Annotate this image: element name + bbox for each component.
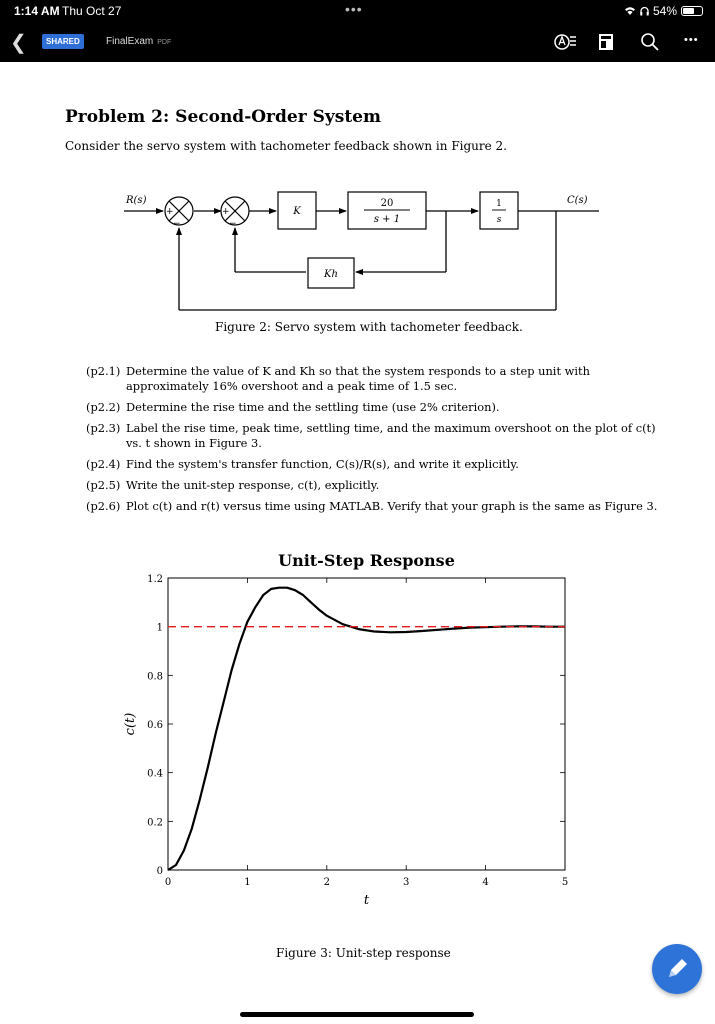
file-ext: PDF (157, 39, 172, 46)
integrator-denominator: s (496, 215, 502, 225)
plant-denominator: s + 1 (373, 214, 401, 225)
question-number: (p2.3) (86, 421, 121, 435)
step-response-chart (110, 542, 590, 927)
file-name-text: FinalExam (106, 36, 154, 47)
feedback-label: Kh (324, 269, 338, 280)
status-date: Thu Oct 27 (62, 4, 122, 18)
plot-area (168, 578, 565, 870)
app-toolbar (0, 22, 715, 62)
question-text: Determine the value of K and Kh so that the system responds to a step unit with approximately 16% overshoot and a peak time of 1.5 sec. (126, 364, 590, 393)
headphones-icon (640, 6, 649, 16)
question-number: (p2.4) (86, 457, 121, 471)
question-number: (p2.5) (86, 478, 121, 492)
problem-intro: Consider the servo system with tachometer feedback shown in Figure 2. (65, 139, 507, 153)
plus-sign-2: + (222, 207, 230, 217)
question-item (86, 499, 658, 514)
chart-title: Unit-Step Response (278, 551, 455, 570)
edit-button[interactable] (652, 944, 702, 994)
minus-sign-1: − (173, 219, 181, 229)
input-label: R(s) (126, 195, 147, 206)
block-diagram (120, 185, 600, 325)
status-bar (0, 0, 715, 22)
y-tick-label: 1 (156, 622, 163, 634)
x-tick-label: 0 (164, 877, 172, 888)
plus-sign-1: + (166, 207, 174, 217)
minus-sign-2: − (229, 219, 237, 229)
question-text: Write the unit-step response, c(t), explicitly. (126, 478, 380, 492)
y-tick-label: 0 (156, 866, 163, 877)
problem-title: Problem 2: Second-Order System (65, 107, 381, 127)
y-tick-label: 0.4 (147, 768, 163, 780)
question-text: Determine the rise time and the settling time (use 2% criterion). (126, 400, 500, 414)
question-list (86, 364, 658, 520)
pencil-icon (652, 944, 702, 994)
x-tick-label: 1 (244, 877, 251, 888)
integrator-numerator: 1 (496, 199, 502, 209)
figure-3-caption: Figure 3: Unit-step response (276, 946, 451, 960)
figure-2-caption: Figure 2: Servo system with tachometer feedback. (215, 320, 523, 334)
shared-badge[interactable]: SHARED (42, 34, 84, 49)
x-axis-label: t (363, 893, 370, 908)
home-indicator (240, 1012, 474, 1017)
file-name (106, 36, 171, 47)
question-item (86, 421, 658, 451)
question-number: (p2.6) (86, 499, 121, 513)
pdf-page (0, 62, 715, 1024)
question-number: (p2.1) (86, 364, 121, 378)
annotate-icon[interactable] (553, 31, 577, 53)
x-tick-label: 5 (561, 877, 569, 888)
x-tick-label: 3 (403, 877, 410, 888)
wifi-icon (624, 6, 636, 16)
y-axis-label: c(t) (123, 712, 138, 736)
x-tick-label: 4 (482, 877, 489, 888)
more-options-button[interactable]: ••• (684, 34, 699, 46)
question-text: Label the rise time, peak time, settling time, and the maximum overshoot on the plot of c(t) vs. t shown in Figure 3. (126, 421, 656, 450)
y-tick-label: 0.8 (147, 671, 163, 683)
status-time: 1:14 AM (14, 4, 60, 18)
status-indicators (624, 4, 703, 18)
plant-numerator: 20 (380, 198, 394, 209)
document-outline-icon[interactable] (597, 31, 615, 53)
x-tick-label: 2 (323, 877, 330, 888)
multitask-dots[interactable]: ••• (345, 1, 363, 17)
y-tick-label: 0.6 (147, 720, 163, 731)
question-item (86, 478, 658, 493)
question-item (86, 400, 658, 415)
output-label: C(s) (567, 195, 588, 206)
question-item (86, 364, 658, 394)
battery-percent: 54% (652, 4, 677, 18)
question-item (86, 457, 658, 472)
back-button[interactable]: ❮ (10, 32, 27, 54)
question-text: Plot c(t) and r(t) versus time using MATLAB. Verify that your graph is the same as Figure 3. (126, 499, 658, 513)
battery-icon (681, 6, 703, 16)
question-text: Find the system's transfer function, C(s)/R(s), and write it explicitly. (126, 457, 519, 471)
question-number: (p2.2) (86, 400, 121, 414)
y-tick-label: 0.2 (147, 817, 163, 829)
y-tick-label: 1.2 (147, 574, 163, 585)
search-icon[interactable] (640, 31, 660, 53)
gain-label: K (293, 206, 301, 217)
